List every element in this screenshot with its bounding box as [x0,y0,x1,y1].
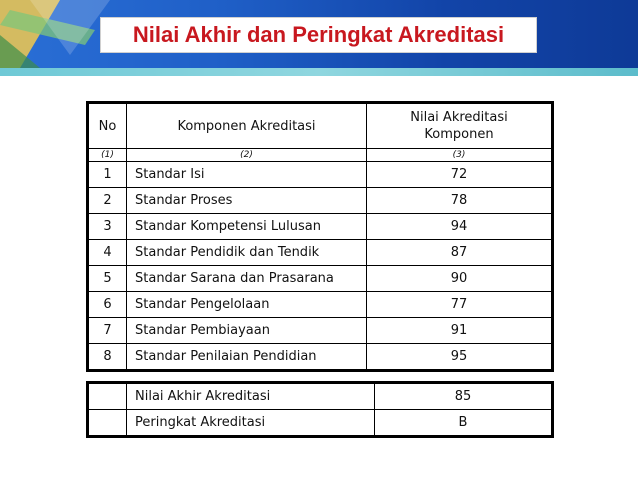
summary-blank-cell [88,383,127,410]
table-row [88,188,553,214]
row-value: 78 [367,188,553,214]
row-value: 95 [367,344,553,371]
summary-blank-cell [88,410,127,437]
table-row [88,214,553,240]
row-value: 87 [367,240,553,266]
row-component: Standar Proses [127,188,367,214]
column-number-3: (3) [367,149,553,162]
row-component: Standar Pembiayaan [127,318,367,344]
row-component: Standar Isi [127,162,367,188]
row-no: 3 [88,214,127,240]
row-value: 91 [367,318,553,344]
table-row [88,318,553,344]
header-component: Komponen Akreditasi [127,103,367,149]
summary-row [88,383,553,410]
row-component: Standar Kompetensi Lulusan [127,214,367,240]
table-row [88,162,553,188]
accreditation-table [86,101,554,372]
header-value-label: Nilai Akreditasi Komponen [410,110,508,142]
summary-value: B [375,410,553,437]
row-no: 1 [88,162,127,188]
row-component: Standar Penilaian Pendidian [127,344,367,371]
row-no: 8 [88,344,127,371]
table-header-row [88,103,553,149]
summary-value: 85 [375,383,553,410]
page-title: Nilai Akhir dan Peringkat Akreditasi [132,22,505,47]
column-number-1: (1) [88,149,127,162]
row-value: 77 [367,292,553,318]
header-value [367,103,553,149]
table-row [88,344,553,371]
row-value: 94 [367,214,553,240]
row-component: Standar Pengelolaan [127,292,367,318]
row-value: 72 [367,162,553,188]
column-number-row [88,149,553,162]
row-no: 6 [88,292,127,318]
table-row [88,292,553,318]
title-box [100,17,537,53]
summary-label: Nilai Akhir Akreditasi [127,383,375,410]
row-no: 7 [88,318,127,344]
header-no: No [88,103,127,149]
row-value: 90 [367,266,553,292]
row-component: Standar Sarana dan Prasarana [127,266,367,292]
summary-row [88,410,553,437]
summary-table [86,381,554,438]
row-no: 5 [88,266,127,292]
summary-label: Peringkat Akreditasi [127,410,375,437]
header-stripe [0,68,638,76]
table-row [88,240,553,266]
row-component: Standar Pendidik dan Tendik [127,240,367,266]
table-row [88,266,553,292]
row-no: 4 [88,240,127,266]
row-no: 2 [88,188,127,214]
column-number-2: (2) [127,149,367,162]
